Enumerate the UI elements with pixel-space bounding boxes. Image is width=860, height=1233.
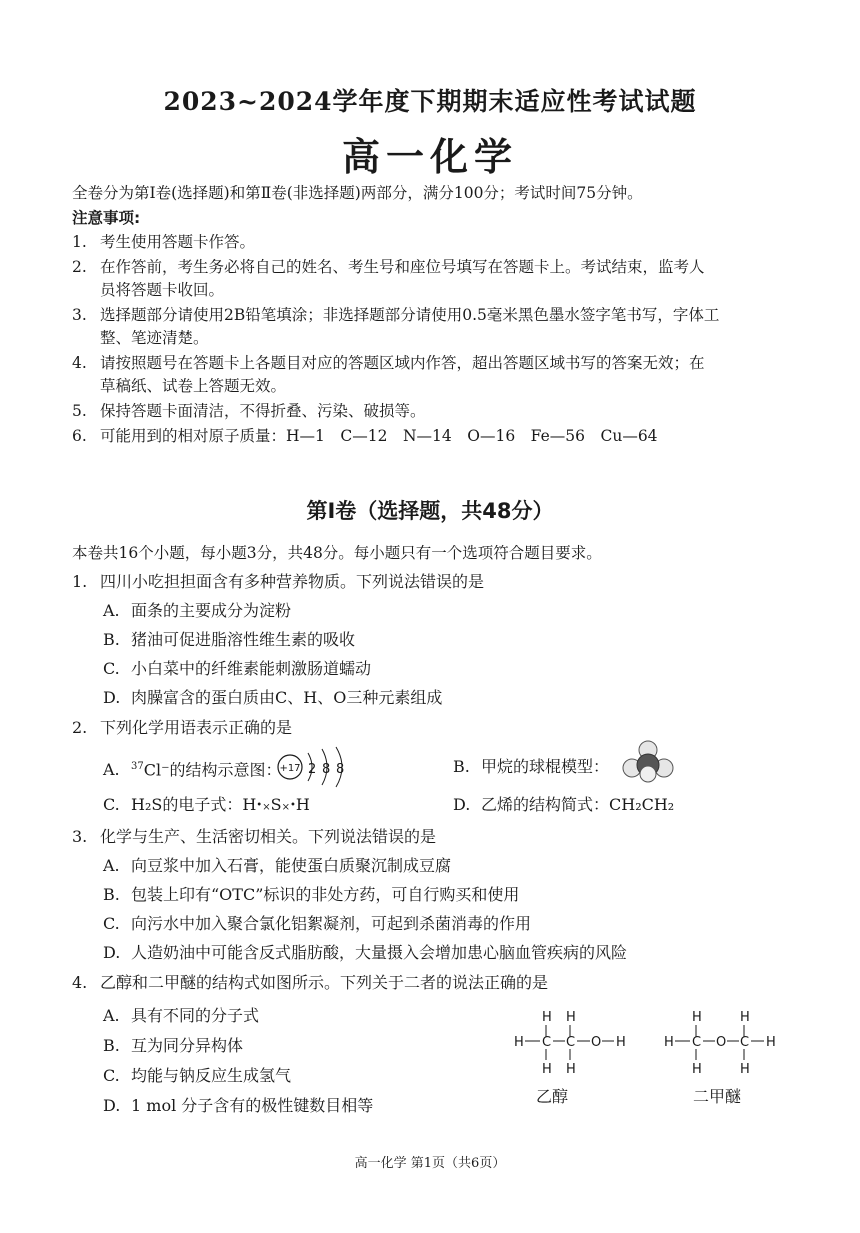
option-text: 包装上印有“OTC”标识的非处方药，可自行购买和使用 [131, 885, 520, 904]
electron-formula-s: S [270, 795, 282, 814]
section-title: 第Ⅰ卷（选择题，共48分） [306, 499, 554, 523]
q3-option-b [103, 883, 519, 907]
exam-title: 2023~2024学年度下期期末适应性考试试题 [163, 87, 697, 116]
option-label: D. [103, 688, 121, 707]
option-label: B. [103, 630, 120, 649]
q3-option-a [103, 854, 451, 878]
option-label: C. [103, 795, 120, 814]
notes-heading: 注意事项: [72, 209, 141, 227]
nucleus-charge: +17 [279, 763, 301, 774]
svg-text:H: H [566, 1010, 576, 1025]
option-label: B. [103, 885, 120, 904]
note-text-cont: 整、笔迹清楚。 [100, 329, 209, 347]
ethanol-structure [510, 1006, 640, 1076]
question-number: 1. [72, 572, 88, 591]
note-number: 4. [72, 354, 87, 372]
section-instruction: 本卷共16个小题，每小题3分，共48分。每小题只有一个选项符合题目要求。 [72, 544, 602, 562]
note-number: 6. [72, 427, 87, 445]
option-text: 向豆浆中加入石膏，能使蛋白质聚沉制成豆腐 [131, 856, 452, 875]
svg-text:H: H [740, 1062, 750, 1076]
question-3 [72, 825, 436, 849]
electron-formula-h2: H [295, 795, 310, 814]
question-stem: 乙醇和二甲醚的结构式如图所示。下列关于二者的说法正确的是 [100, 973, 549, 992]
q2-option-a [103, 755, 282, 782]
atom-structure-diagram [276, 745, 356, 789]
dimethyl-ether-label: 二甲醚 [693, 1087, 742, 1106]
option-text: Cl⁻的结构示意图： [143, 760, 282, 780]
svg-text:H: H [692, 1062, 702, 1076]
note-number: 3. [72, 306, 87, 324]
svg-text:H: H [616, 1035, 626, 1050]
option-label: A. [103, 760, 120, 780]
option-text: 均能与钠反应生成氢气 [131, 1066, 292, 1085]
note-item [72, 231, 255, 254]
question-stem: 下列化学用语表示正确的是 [100, 718, 293, 737]
option-text: 甲烷的球棍模型： [481, 757, 610, 776]
q4-option-a [103, 1004, 259, 1028]
svg-text:C: C [740, 1035, 750, 1050]
q4-option-d [103, 1094, 373, 1118]
exam-intro: 全卷分为第Ⅰ卷(选择题)和第Ⅱ卷(非选择题)两部分，满分100分；考试时间75分钟。 [72, 184, 643, 202]
svg-text:H: H [542, 1010, 552, 1025]
option-text: H₂S的电子式： [131, 795, 243, 814]
option-text: 1 mol 分子含有的极性键数目相等 [131, 1096, 374, 1115]
question-4 [72, 971, 548, 995]
q4-option-c [103, 1064, 291, 1088]
q1-option-d [103, 686, 442, 710]
q1-option-b [103, 628, 355, 652]
option-label: D. [103, 943, 121, 962]
shell-1-count: 2 [308, 762, 317, 777]
svg-text:C: C [542, 1035, 552, 1050]
option-label: D. [103, 1096, 121, 1115]
q4-option-b [103, 1034, 243, 1058]
option-label: D. [453, 795, 471, 814]
svg-text:H: H [664, 1035, 674, 1050]
q2-option-d [453, 793, 674, 817]
q1-option-a [103, 599, 291, 623]
question-1 [72, 570, 484, 594]
note-item [72, 304, 719, 327]
svg-text:H: H [740, 1010, 750, 1025]
note-item [72, 352, 705, 375]
option-label: B. [103, 1036, 120, 1055]
question-stem: 化学与生产、生活密切相关。下列说法错误的是 [100, 827, 437, 846]
note-text: 可能用到的相对原子质量：H—1 C—12 N—14 O—16 Fe—56 Cu—64 [100, 427, 658, 445]
option-text: 互为同分异构体 [131, 1036, 244, 1055]
q1-option-c [103, 657, 371, 681]
q2-option-b [453, 755, 609, 779]
q2-option-c: C. H₂S的电子式：H•×S×•H [103, 793, 310, 820]
dimethyl-ether-structure [660, 1006, 790, 1076]
electron-formula-h: H [242, 795, 257, 814]
option-text: 小白菜中的纤维素能刺激肠道蠕动 [131, 659, 372, 678]
mass-number: 37 [131, 761, 144, 772]
option-label: A. [103, 601, 120, 620]
subject-title: 高一化学 [341, 134, 518, 179]
question-stem: 四川小吃担担面含有多种营养物质。下列说法错误的是 [100, 572, 485, 591]
page-footer: 高一化学 第1页（共6页） [354, 1156, 506, 1171]
option-label: C. [103, 914, 120, 933]
note-number: 2. [72, 258, 87, 276]
option-label: B. [453, 757, 470, 776]
note-text: 选择题部分请使用2B铅笔填涂；非选择题部分请使用0.5毫米黑色墨水签字笔书写，字体工 [100, 306, 720, 324]
svg-text:H: H [692, 1010, 702, 1025]
note-text: 在作答前，考生务必将自己的姓名、考生号和座位号填写在答题卡上。考试结束，监考人 [100, 258, 705, 276]
svg-text:O: O [591, 1035, 602, 1050]
methane-ball-stick-model [620, 738, 676, 784]
svg-text:O: O [716, 1035, 727, 1050]
question-2 [72, 716, 292, 740]
option-text: 面条的主要成分为淀粉 [131, 601, 292, 620]
option-label: C. [103, 1066, 120, 1085]
option-label: A. [103, 1006, 120, 1025]
svg-text:H: H [566, 1062, 576, 1076]
svg-text:C: C [566, 1035, 576, 1050]
option-label: C. [103, 659, 120, 678]
note-text-cont: 员将答题卡收回。 [100, 281, 225, 299]
note-item [72, 425, 658, 448]
question-number: 3. [72, 827, 88, 846]
note-number: 5. [72, 402, 87, 420]
note-text: 保持答题卡面清洁，不得折叠、污染、破损等。 [100, 402, 426, 420]
svg-text:H: H [514, 1035, 524, 1050]
svg-text:C: C [692, 1035, 702, 1050]
question-number: 4. [72, 973, 88, 992]
ethanol-label: 乙醇 [536, 1087, 569, 1106]
note-number: 1. [72, 233, 87, 251]
svg-text:H: H [542, 1062, 552, 1076]
option-text: 猪油可促进脂溶性维生素的吸收 [131, 630, 356, 649]
shell-2-count: 8 [322, 762, 331, 777]
note-item [72, 256, 705, 279]
option-text: 向污水中加入聚合氯化铝絮凝剂，可起到杀菌消毒的作用 [131, 914, 532, 933]
option-text: 具有不同的分子式 [131, 1006, 260, 1025]
question-number: 2. [72, 718, 88, 737]
option-text: 乙烯的结构简式：CH₂CH₂ [481, 795, 675, 814]
option-text: 人造奶油中可能含反式脂肪酸，大量摄入会增加患心脑血管疾病的风险 [131, 943, 628, 962]
option-label: A. [103, 856, 120, 875]
note-text: 请按照题号在答题卡上各题目对应的答题区域内作答，超出答题区域书写的答案无效；在 [100, 354, 705, 372]
shell-3-count: 8 [336, 762, 345, 777]
svg-text:H: H [766, 1035, 776, 1050]
q3-option-d [103, 941, 627, 965]
q3-option-c [103, 912, 531, 936]
note-item [72, 400, 426, 423]
note-text: 考生使用答题卡作答。 [100, 233, 256, 251]
note-text-cont: 草稿纸、试卷上答题无效。 [100, 377, 287, 395]
option-text: 肉臊富含的蛋白质由C、H、O三种元素组成 [131, 688, 443, 707]
